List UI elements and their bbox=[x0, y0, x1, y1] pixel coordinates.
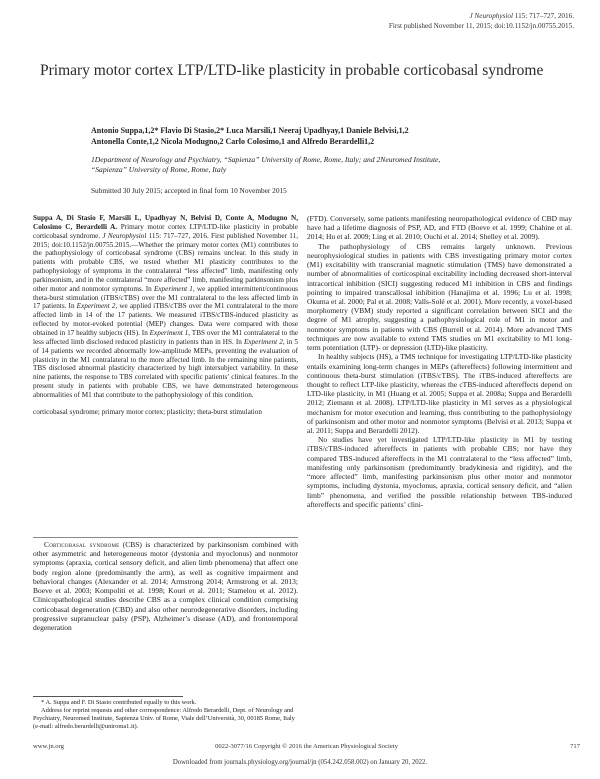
abstract-exp1-b: Experiment 1 bbox=[149, 328, 189, 337]
download-notice: Downloaded from journals.physiology.org/journal/jn (054.242.058.002) on January 20, 2022. bbox=[172, 759, 428, 766]
intro-text: (CBS) is characterized by parkinsonism combined with other asymmetric and heterogeneous motor (dystonia and myoclonus) and nonmotor symptoms (apraxia, cortical sensory deficit, and alien limb phenomena) that affect one body region alone (predominantly the arm), as well as cognitive impairment and behavioral changes (Alexander et al. 2014; Armstrong 2014; Armstrong et al. 2013; Boeve et al. 2003; Kompoliti et al. 1998; Kouri et al. 2011; Stamelou et al. 2012). Clinicopathological studies describe CBS as a complex clinical condition comprising corticobasal degeneration (CBD) and also other neurodegenerative disorders, including progressive supranuclear palsy (PSP), Alzheimer’s disease (AD), and frontotemporal degeneration bbox=[33, 540, 299, 632]
abstract-exp2: Experiment 2 bbox=[76, 302, 116, 311]
paragraph-2: The pathophysiology of CBS remains largely unknown. Previous neurophysiological studies in patients with CBS investigating primary motor cortex (M1) excitability with transcranial magnetic stimulation (TMS) have demonstrated a number of abnormalities of corticospinal excitability including decreased short-interval intracortical inhibition (SICI) suggesting reduced M1 inhibition in CBS and findings pointing to impaired transcallosal inhibition (Hanajima et al. 1996; Lu et al. 1998; Okuma et al. 2000; Pal et al. 2008; Valls-Solé et al. 2001). More recently, a voxel-based morphometry (VBM) study reported a significant correlation between SICI and the degree of M1 atrophy, suggesting a pathophysiological role of M1 in motor and nonmotor symptoms in patients with CBS (Burrell et al. 2014). More advanced TMS techniques are now available to extend TMS studies on M1 excitability to M1 long-term potentiation (LTP)- or depression (LTD)-like plasticity. bbox=[307, 241, 572, 353]
copyright-line: 0022-3077/16 Copyright © 2016 the American Physiological Society bbox=[215, 743, 398, 750]
author-list bbox=[91, 126, 583, 147]
article-title: Primary motor cortex LTP/LTD-like plasticity in probable corticobasal syndrome bbox=[40, 62, 544, 79]
submission-dates: Submitted 30 July 2015; accepted in final form 10 November 2015 bbox=[91, 186, 287, 195]
running-header bbox=[274, 12, 574, 31]
affiliation-line-1: 1Department of Neurology and Psychiatry, “Sapienza” University of Rome, Rome, Italy; and 2Neuromed Institute, bbox=[91, 155, 441, 164]
footnote-divider bbox=[33, 696, 183, 697]
paragraph-1: (FTD). Conversely, some patients manifesting neuropathological evidence of CBD may have had a lifetime diagnosis of PSP, AD, and FTD (Boeve et al. 1999; Chahine et al. 2014; Hu et al. 2009; Ling et al. 2010; Ouchi et al. 2014; Shelley et al. 2009). bbox=[307, 214, 572, 242]
abstract-text-2: , we applied intermittent/continuous theta-burst stimulation (iTBS/cTBS) over the M1 contralateral to the less affected limb in 17 patients. In bbox=[33, 284, 298, 311]
keywords: corticobasal syndrome; primary motor cortex; plasticity; theta-burst stimulation bbox=[33, 407, 262, 416]
journal-website-link[interactable]: www.jn.org bbox=[33, 743, 64, 750]
authors-line-1: Antonio Suppa,1,2* Flavio Di Stasio,2* Luca Marsili,1 Neeraj Upadhyay,1 Daniele Belvisi,1,2 bbox=[91, 126, 409, 135]
footnotes bbox=[33, 699, 298, 731]
abstract-journal: J Neurophysiol bbox=[102, 231, 147, 240]
introduction-paragraph bbox=[33, 540, 298, 632]
section-divider bbox=[33, 537, 298, 538]
abstract-text-1: 115: 717–727, 2016. First published November 11, 2015; doi:10.1152/jn.00755.2015.—Whether the primary motor cortex (M1) contributes to the pathophysiology of corticobasal syndrome (CBS) remains unclear. In this study in patients with probable CBS, we tested whether M1 plasticity contributes to the pathophysiology of symptoms in the contralateral “less affected” limb, manifesting only parkinsonism, and in the contralateral “more affected” limb, manifesting parkinsonism plus other motor and nonmotor symptoms. In bbox=[33, 231, 298, 293]
abstract-cite-authors: Suppa A, Di Stasio F, Marsili L, Upadhyay N, Belvisi D, Conte A, Modugno N, Colosimo C, Berardelli A. bbox=[33, 214, 298, 231]
paragraph-3: In healthy subjects (HS), a TMS technique for investigating LTP/LTD-like plasticity entails examining long-term changes in MEPs (aftereffects) following intermittent and continuous theta-burst stimulation (iTBS/cTBS). The iTBS-induced aftereffects are thought to reflect LTP-like plasticity, whereas the cTBS-induced aftereffects depend on LTD-like plasticity, in M1 (Huang et al. 2005; Suppa et al. 2008a; Suppa and Berardelli 2012; Ziemann et al. 2008). LTP/LTD-like plasticity in M1 serves as a physiological mechanism for motor execution and learning, thus contributing to the pathophysiology of parkinsonism and other motor and nonmotor symptoms (Belvisi et al. 2013; Suppa et al. 2011; Suppa and Berardelli 2012). bbox=[307, 352, 572, 436]
footnote-address: Address for reprint requests and other correspondence: Alfredo Berardelli, Dept. of Neurology and Psychiatry, Neuromed Institute, Sapienza Univ. of Rome, Viale dell’Università, 30, 00185 Rome, Italy (e-mail: alfredo.berardelli@uniroma1.it). bbox=[33, 707, 295, 731]
abstract-cite-title: Primary motor cortex LTP/LTD-like plasticity in probable corticobasal syndrome. bbox=[33, 222, 298, 240]
affiliation-line-2: “Sapienza” University of Rome, Rome, Italy bbox=[91, 165, 227, 174]
abstract-text-5: , in 5 of 14 patients we recorded abnormally low-amplitude MEPs, preventing the evaluation of plasticity in the M1 contralateral to the more affected limb. In the remaining nine patients, TBS disclosed abnormal plasticity characterized by high intersubject variability. In these nine patients, the response to TBS correlated with specific patients’ clinical features. In the present study in patients with probable CBS, we have demonstrated heterogeneous abnormalities of M1 that contribute to the pathophysiology of this condition. bbox=[33, 337, 299, 399]
intro-lead: Corticobasal syndrome bbox=[44, 540, 120, 549]
body-right-column bbox=[307, 214, 572, 509]
affiliations bbox=[91, 155, 583, 175]
page-number: 717 bbox=[570, 743, 580, 750]
abstract bbox=[33, 214, 298, 400]
journal-name: J Neurophysiol bbox=[469, 12, 513, 20]
abstract-text-4: , TBS over the M1 contralateral to the less affected limb disclosed reduced plasticity in patients than in HS. In bbox=[33, 328, 298, 346]
abstract-text-3: , we applied iTBS/cTBS over the M1 contralateral to the more affected limb in 14 of the 17 patients. We measured iTBS/cTBS-induced plasticity as reflected by motor-evoked potential (MEP) changes. Data were compared with those obtained in 17 healthy subjects (HS). In bbox=[33, 302, 298, 337]
authors-line-2: Antonella Conte,1,2 Nicola Modugno,2 Carlo Colosimo,1 and Alfredo Berardelli1,2 bbox=[91, 136, 375, 146]
paragraph-4: No studies have yet investigated LTP/LTD-like plasticity in M1 by testing iTBS/cTBS-induced aftereffects in patients with probable CBS; nor have they compared TBS-induced aftereffects in the M1 contralateral to the “less affected” limb, manifesting only parkinsonism (predominantly bradykinesia and rigidity), and the “more affected” limb, manifesting parkinsonism plus other motor and nonmotor symptoms, including dystonia, myoclonus, apraxia, cortical sensory deficit, and “alien limb” phenomena, and verified the possible relationship between TBS-induced aftereffects and specific patients’ clini- bbox=[307, 435, 572, 509]
abstract-exp2-b: Experiment 2 bbox=[243, 337, 283, 346]
footnote-equal-contribution: * A. Suppa and F. Di Stasio contributed equally to this work. bbox=[41, 699, 197, 706]
abstract-exp1: Experiment 1 bbox=[153, 284, 193, 293]
abstract-column bbox=[33, 214, 298, 417]
journal-citation: 115: 717–727, 2016. bbox=[514, 12, 574, 20]
published-line: First published November 11, 2015; doi:10.1152/jn.00755.2015. bbox=[388, 21, 574, 30]
